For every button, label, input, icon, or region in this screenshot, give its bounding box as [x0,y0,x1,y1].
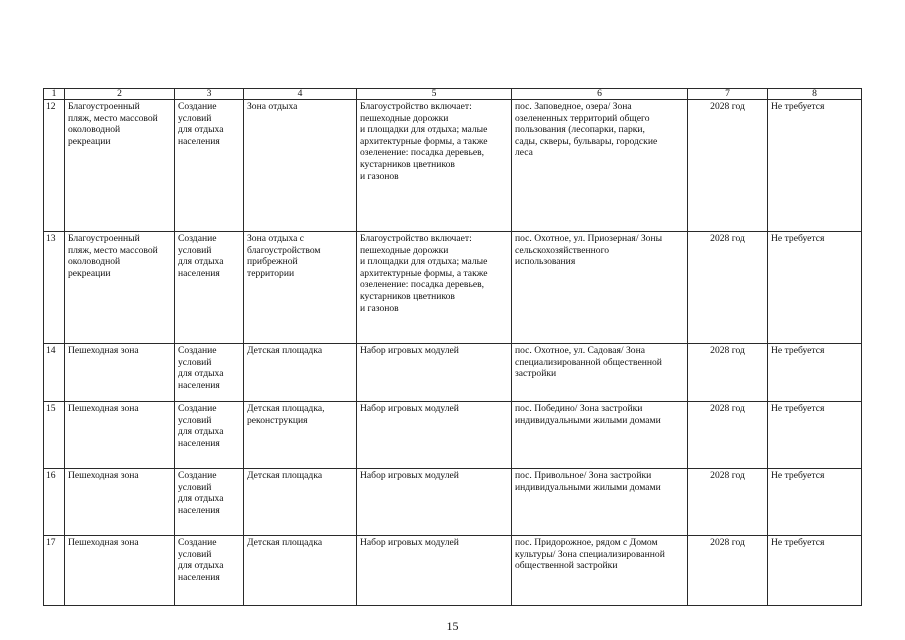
object-name-cell [65,402,175,469]
row-number: 16 [44,469,65,536]
description-cell [357,402,512,469]
purpose-cell [175,100,244,232]
description-cell [357,536,512,606]
object-type-cell [244,536,357,606]
object-name: Пешеходная зона [68,345,139,356]
column-header-6: 6 [512,89,688,100]
object-name: Пешеходная зона [68,537,139,548]
object-name-cell [65,344,175,402]
table-row [44,402,862,469]
table-body [44,100,862,606]
object-type: Зона отдыха [247,101,298,112]
zone-note-cell: Не требуется [768,536,862,606]
page-number: 15 [446,619,459,633]
object-type-cell [244,344,357,402]
purpose-cell [175,469,244,536]
table-header [44,89,862,100]
object-type: Детская площадка [247,537,323,548]
column-header-7: 7 [688,89,768,100]
table-row [44,469,862,536]
purpose: Создание условий для отдыха населения [178,537,224,583]
row-number: 12 [44,100,65,232]
description: Набор игровых модулей [360,537,459,548]
object-name-cell [65,469,175,536]
purpose-cell [175,344,244,402]
column-header-3: 3 [175,89,244,100]
description-cell [357,100,512,232]
location: пос. Охотное, ул. Садовая/ Зона специализированной общественной застройки [515,345,662,380]
description: Набор игровых модулей [360,345,459,356]
column-header-4: 4 [244,89,357,100]
location: пос. Привольное/ Зона застройки индивидуальными жилыми домами [515,470,661,493]
year-cell: 2028 год [688,469,768,536]
column-header-2: 2 [65,89,175,100]
zone-note-cell: Не требуется [768,232,862,344]
zone-note-cell: Не требуется [768,344,862,402]
object-type: Зона отдыха с благоустройством прибрежной территории [247,233,321,279]
location-cell [512,232,688,344]
purpose: Создание условий для отдыха населения [178,101,224,147]
year-cell: 2028 год [688,100,768,232]
year-cell: 2028 год [688,536,768,606]
object-type: Детская площадка, реконструкция [247,403,325,426]
purpose: Создание условий для отдыха населения [178,345,224,391]
year-cell: 2028 год [688,344,768,402]
object-type: Детская площадка [247,470,323,481]
purpose: Создание условий для отдыха населения [178,403,224,449]
row-number: 14 [44,344,65,402]
year-cell: 2028 год [688,232,768,344]
object-name: Пешеходная зона [68,403,139,414]
location: пос. Охотное, ул. Приозерная/ Зоны сельскохозяйственного использования [515,233,663,268]
zone-note-cell: Не требуется [768,100,862,232]
column-header-8: 8 [768,89,862,100]
object-type-cell [244,402,357,469]
object-name-cell [65,232,175,344]
table-row [44,100,862,232]
object-type-cell [244,232,357,344]
object-type-cell [244,100,357,232]
purpose-cell [175,536,244,606]
description: Набор игровых модулей [360,470,459,481]
planning-table [43,88,862,606]
zone-note-cell: Не требуется [768,469,862,536]
row-number: 15 [44,402,65,469]
description-cell [357,469,512,536]
table-row [44,232,862,344]
purpose: Создание условий для отдыха населения [178,470,224,516]
purpose-cell [175,402,244,469]
object-name-cell [65,100,175,232]
row-number: 17 [44,536,65,606]
location-cell [512,469,688,536]
description-cell [357,232,512,344]
object-name: Пешеходная зона [68,470,139,481]
object-name: Благоустроенный пляж, место массовой околоводной рекреации [68,101,158,147]
zone-note-cell: Не требуется [768,402,862,469]
description: Благоустройство включает: пешеходные дорожки и площадки для отдыха; малые архитектурные формы, а также озеленение: посадка деревьев, кустарников цветников и газонов [360,101,488,182]
location: пос. Победино/ Зона застройки индивидуальными жилыми домами [515,403,661,426]
location: пос. Придорожное, рядом с Домом культуры/ Зона специализированной общественной застройки [515,537,665,572]
location-cell [512,402,688,469]
purpose-cell [175,232,244,344]
description: Набор игровых модулей [360,403,459,414]
location-cell [512,536,688,606]
column-number-row [44,89,862,100]
year-cell: 2028 год [688,402,768,469]
row-number: 13 [44,232,65,344]
location: пос. Заповедное, озера/ Зона озелененных территорий общего пользования (лесопарки, парки, сады, скверы, бульвары, городские леса [515,101,658,159]
object-name: Благоустроенный пляж, место массовой околоводной рекреации [68,233,158,279]
object-type-cell [244,469,357,536]
purpose: Создание условий для отдыха населения [178,233,224,279]
table-row [44,344,862,402]
location-cell [512,100,688,232]
column-header-1: 1 [44,89,65,100]
description: Благоустройство включает: пешеходные дорожки и площадки для отдыха; малые архитектурные формы, а также озеленение: посадка деревьев, кустарников цветников и газонов [360,233,488,314]
column-header-5: 5 [357,89,512,100]
location-cell [512,344,688,402]
object-name-cell [65,536,175,606]
object-type: Детская площадка [247,345,323,356]
description-cell [357,344,512,402]
table-row [44,536,862,606]
